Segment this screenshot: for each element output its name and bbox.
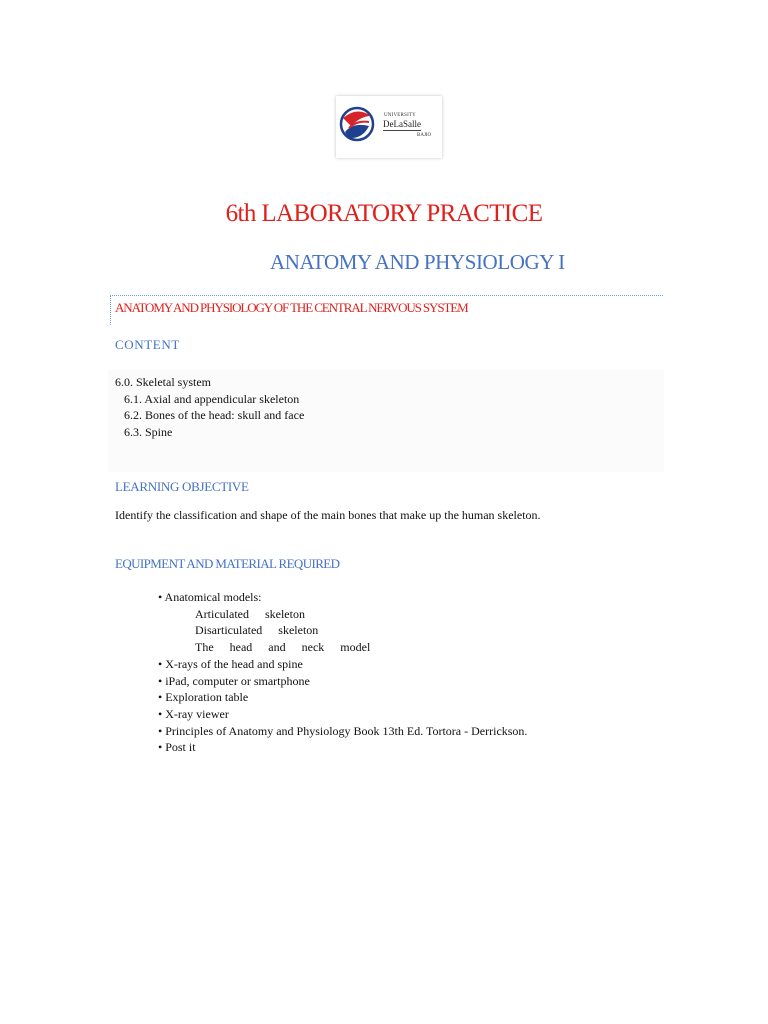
equipment-item: • Exploration table xyxy=(158,690,249,705)
page-title: 6th LABORATORY PRACTICE xyxy=(225,200,543,227)
logo-emblem-icon xyxy=(339,104,375,144)
content-item: 6.1. Axial and appendicular skeleton xyxy=(124,391,300,406)
university-logo xyxy=(336,96,442,158)
equipment-item: • X-rays of the head and spine xyxy=(158,656,303,671)
content-heading: CONTENT xyxy=(115,337,180,352)
content-item: 6.0. Skeletal system xyxy=(115,375,211,389)
logo-university-text: UNIVERSITY xyxy=(384,113,416,118)
equipment-subitem: The head and neck model xyxy=(195,640,371,655)
logo-city-text: BAJIO xyxy=(417,133,432,138)
equipment-list xyxy=(158,589,527,756)
equipment-heading: EQUIPMENT AND MATERIAL REQUIRED xyxy=(115,556,340,571)
objective-text: Identify the classification and shape of the main bones that make up the human skeleton. xyxy=(115,508,541,522)
equipment-subitem: Articulated skeleton xyxy=(195,606,305,621)
section-border-top xyxy=(110,295,663,296)
content-item: 6.2. Bones of the head: skull and face xyxy=(124,408,305,422)
content-item: 6.3. Spine xyxy=(124,424,173,439)
equipment-item: • Principles of Anatomy and Physiology Book 13th Ed. Tortora - Derrickson. xyxy=(158,723,528,738)
logo-name-text: DeLaSalle xyxy=(383,119,421,129)
objective-heading: LEARNING OBJECTIVE xyxy=(115,479,249,494)
section-border-left xyxy=(110,295,111,325)
unit-title: ANATOMY AND PHYSIOLOGY OF THE CENTRAL NERVOUS SYSTEM xyxy=(115,300,468,315)
equipment-item: • iPad, computer or smartphone xyxy=(158,673,310,688)
equipment-subitem: Disarticulated skeleton xyxy=(195,623,319,638)
content-list xyxy=(115,374,304,440)
equipment-item: • X-ray viewer xyxy=(158,706,229,721)
equipment-item: • Post it xyxy=(158,740,196,755)
page-subtitle: ANATOMY AND PHYSIOLOGY I xyxy=(270,250,565,274)
equipment-item: • Anatomical models: xyxy=(158,590,262,604)
